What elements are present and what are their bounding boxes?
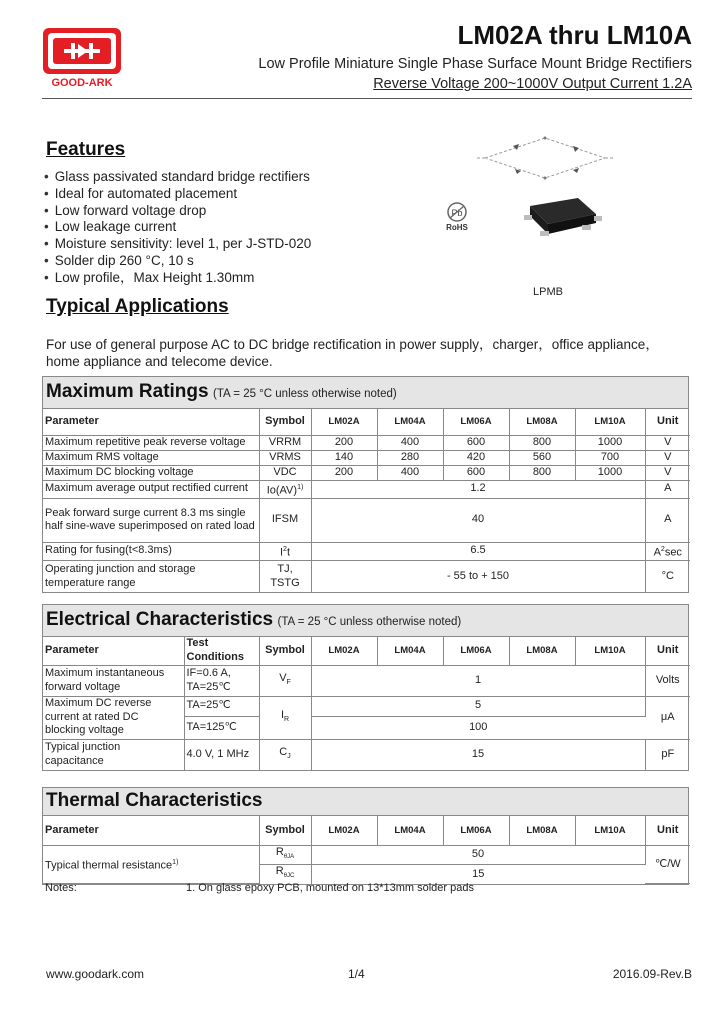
col-header-part: LM10A	[575, 816, 645, 845]
param-text: Typical thermal resistance	[45, 859, 173, 872]
test-cell: TA=25℃	[184, 696, 259, 716]
unit-cell	[645, 542, 690, 560]
value-cell: 400	[377, 465, 443, 480]
value-cell: 600	[443, 465, 509, 480]
value-cell: 800	[509, 435, 575, 450]
param-cell: Maximum repetitive peak reverse voltage	[43, 435, 259, 450]
table-row	[43, 665, 690, 696]
unit-cell: V	[645, 450, 690, 465]
symbol-sub: θJC	[283, 873, 295, 880]
symbol-cell: VRMS	[259, 450, 311, 465]
svg-text:Pb: Pb	[451, 208, 463, 218]
table-row	[43, 739, 690, 770]
symbol-text: C	[279, 745, 288, 758]
page-title: LM02A thru LM10A	[457, 20, 692, 50]
symbol-text: Io(AV)	[266, 484, 298, 497]
header-divider	[42, 98, 692, 99]
col-header-part: LM06A	[443, 637, 509, 665]
param-cell: Peak forward surge current 8.3 ms single half sine-wave superimposed on rated load	[43, 498, 259, 542]
value-cell: 200	[311, 465, 377, 480]
unit-cell: pF	[661, 748, 675, 760]
footer-page-number: 1/4	[348, 967, 365, 981]
symbol-cell: VDC	[259, 465, 311, 480]
table-header-row	[43, 409, 690, 435]
table-row	[43, 450, 690, 465]
value-cell: 200	[311, 435, 377, 450]
notes-text: 1. On glass epoxy PCB, mounted on 13*13mm solder pads	[186, 882, 474, 894]
symbol-text: TSTG	[270, 576, 300, 589]
bridge-circuit-icon	[470, 128, 620, 258]
value-cell: 1000	[575, 435, 645, 450]
feature-item: • Moisture sensitivity: level 1, per J-STD-020	[44, 236, 311, 253]
symbol-cell: IFSM	[259, 498, 311, 542]
value-cell: 1	[311, 665, 645, 696]
value-cell: 400	[377, 435, 443, 450]
param-cell: Maximum instantaneous forward voltage	[43, 665, 184, 696]
unit-text: sec	[664, 546, 682, 559]
value-cell: 1.2	[311, 480, 645, 498]
unit-cell: V	[645, 435, 690, 450]
rohs-label: RoHS	[446, 223, 468, 232]
value-cell: 50	[311, 845, 645, 865]
value-cell: 40	[311, 498, 645, 542]
maximum-ratings-table	[42, 376, 689, 593]
table-row	[43, 498, 690, 542]
symbol-sub: J	[287, 753, 291, 761]
param-cell	[43, 845, 259, 884]
symbol-cell: VRRM	[259, 435, 311, 450]
unit-cell: A	[645, 480, 690, 498]
goodark-logo	[42, 26, 122, 90]
param-sup: 1)	[172, 858, 179, 866]
table-row	[43, 435, 690, 450]
symbol-cell	[259, 739, 311, 770]
col-header-part: LM10A	[575, 637, 645, 665]
feature-item: • Ideal for automated placement	[44, 186, 311, 203]
symbol-cell	[259, 542, 311, 560]
table-header-row	[43, 637, 690, 665]
col-header-test-conditions: Test Conditions	[184, 637, 259, 665]
col-header-unit: Unit	[645, 409, 690, 435]
symbol-cell	[259, 560, 311, 592]
value-cell: 280	[377, 450, 443, 465]
features-list	[44, 169, 311, 287]
col-header-part: LM02A	[311, 409, 377, 435]
maximum-ratings-condition: (TA = 25 °C unless otherwise noted)	[213, 388, 397, 400]
value-cell: 700	[575, 450, 645, 465]
feature-item: • Low forward voltage drop	[44, 203, 311, 220]
test-cell: IF=0.6 A, TA=25℃	[184, 665, 259, 696]
value-cell: 140	[311, 450, 377, 465]
unit-cell: V	[645, 465, 690, 480]
symbol-sup: 2	[283, 545, 287, 553]
footer-website-link[interactable]: www.goodark.com	[46, 967, 145, 981]
param-cell: Maximum DC reverse current at rated DC blocking voltage	[43, 696, 184, 739]
maximum-ratings-title-bar	[43, 377, 688, 409]
notes-label: Notes:	[45, 882, 77, 894]
col-header-part: LM08A	[509, 816, 575, 845]
unit-text: A	[653, 546, 661, 559]
value-cell: 560	[509, 450, 575, 465]
value-cell: 15	[311, 739, 645, 770]
table-row	[43, 480, 690, 498]
col-header-part: LM02A	[311, 637, 377, 665]
features-heading: Features	[46, 139, 126, 160]
col-header-part: LM08A	[509, 409, 575, 435]
value-cell: 5	[311, 696, 645, 716]
value-cell: 420	[443, 450, 509, 465]
symbol-cell	[259, 845, 311, 865]
table-header-row	[43, 816, 690, 845]
symbol-text: V	[279, 671, 287, 684]
param-cell: Maximum average output rectified current	[43, 480, 259, 498]
electrical-title-bar	[43, 605, 688, 637]
maximum-ratings-title: Maximum Ratings	[46, 381, 209, 402]
applications-heading: Typical Applications	[46, 296, 229, 317]
package-illustration	[470, 128, 620, 258]
electrical-title: Electrical Characteristics	[46, 609, 274, 630]
thermal-title: Thermal Characteristics	[46, 790, 263, 811]
test-cell: TA=125℃	[184, 716, 259, 739]
table-row	[43, 542, 690, 560]
col-header-part: LM08A	[509, 637, 575, 665]
feature-item: • Low leakage current	[44, 219, 311, 236]
unit-cell: μA	[645, 696, 690, 739]
symbol-text: R	[275, 845, 284, 858]
rohs-badge	[440, 200, 474, 240]
param-cell: Typical junction capacitance	[43, 739, 184, 770]
col-header-part: LM06A	[443, 816, 509, 845]
value-cell: 600	[443, 435, 509, 450]
unit-cell: Volts	[645, 665, 690, 696]
col-header-part: LM04A	[377, 409, 443, 435]
symbol-text: TJ,	[277, 563, 293, 576]
symbol-sub: R	[284, 715, 290, 723]
symbol-text: R	[275, 865, 284, 878]
col-header-symbol: Symbol	[259, 637, 311, 665]
electrical-characteristics-table	[42, 604, 689, 771]
symbol-cell	[259, 696, 311, 739]
param-cell: Rating for fusing(t<8.3ms)	[43, 542, 259, 560]
thermal-title-bar	[43, 788, 688, 816]
value-cell: 1000	[575, 465, 645, 480]
test-cell: 4.0 V, 1 MHz	[184, 739, 259, 770]
col-header-symbol: Symbol	[259, 816, 311, 845]
symbol-sub: θJA	[283, 853, 295, 860]
value-cell: 800	[509, 465, 575, 480]
symbol-sub: F	[286, 678, 291, 686]
table-row	[43, 845, 690, 865]
symbol-cell	[259, 480, 311, 498]
table-row	[43, 465, 690, 480]
col-header-part: LM06A	[443, 409, 509, 435]
param-cell: Maximum RMS voltage	[43, 450, 259, 465]
feature-item: • Low profile，Max Height 1.30mm	[44, 270, 311, 287]
col-header-unit: Unit	[645, 816, 690, 845]
col-header-parameter: Parameter	[43, 816, 259, 845]
value-cell: 15	[472, 867, 485, 880]
symbol-text: I	[280, 708, 284, 721]
smd-package-icon	[524, 198, 602, 236]
applications-text: For use of general purpose AC to DC bridge rectification in power supply，charger，office appliance，home appliance and telecome device.	[46, 337, 659, 369]
symbol-text: I	[279, 546, 284, 559]
page-subtitle: Low Profile Miniature Single Phase Surface Mount Bridge Rectifiers	[258, 56, 692, 72]
col-header-part: LM04A	[377, 637, 443, 665]
param-cell: Maximum DC blocking voltage	[43, 465, 259, 480]
electrical-condition: (TA = 25 °C unless otherwise noted)	[277, 616, 462, 628]
thermal-characteristics-table	[42, 787, 689, 885]
value-cell: 100	[311, 716, 645, 739]
col-header-symbol: Symbol	[259, 409, 311, 435]
logo-text: GOOD-ARK	[51, 77, 113, 89]
col-header-part: LM02A	[311, 816, 377, 845]
symbol-text: t	[286, 546, 291, 559]
value-cell: - 55 to + 150	[311, 560, 645, 592]
symbol-cell	[259, 665, 311, 696]
unit-sup: 2	[660, 545, 665, 553]
table-row	[43, 696, 690, 716]
footer-revision: 2016.09-Rev.B	[612, 967, 692, 981]
col-header-parameter: Parameter	[43, 409, 259, 435]
col-header-part: LM10A	[575, 409, 645, 435]
symbol-sup: 1)	[297, 483, 304, 491]
feature-item: • Glass passivated standard bridge rectifiers	[44, 169, 311, 186]
page-subtitle-ratings: Reverse Voltage 200~1000V Output Current 1.2A	[373, 76, 692, 92]
value-cell: 6.5	[311, 542, 645, 560]
col-header-unit: Unit	[645, 637, 690, 665]
symbol-cell	[259, 865, 311, 884]
col-header-parameter: Parameter	[43, 637, 184, 665]
unit-cell: A	[645, 498, 690, 542]
table-row	[43, 560, 690, 592]
unit-cell: °C	[661, 569, 674, 582]
unit-cell: ℃/W	[645, 845, 690, 884]
feature-item: • Solder dip 260 °C, 10 s	[44, 253, 311, 270]
col-header-part: LM04A	[377, 816, 443, 845]
package-label: LPMB	[533, 286, 563, 298]
param-cell: Operating junction and storage temperature range	[43, 560, 259, 592]
